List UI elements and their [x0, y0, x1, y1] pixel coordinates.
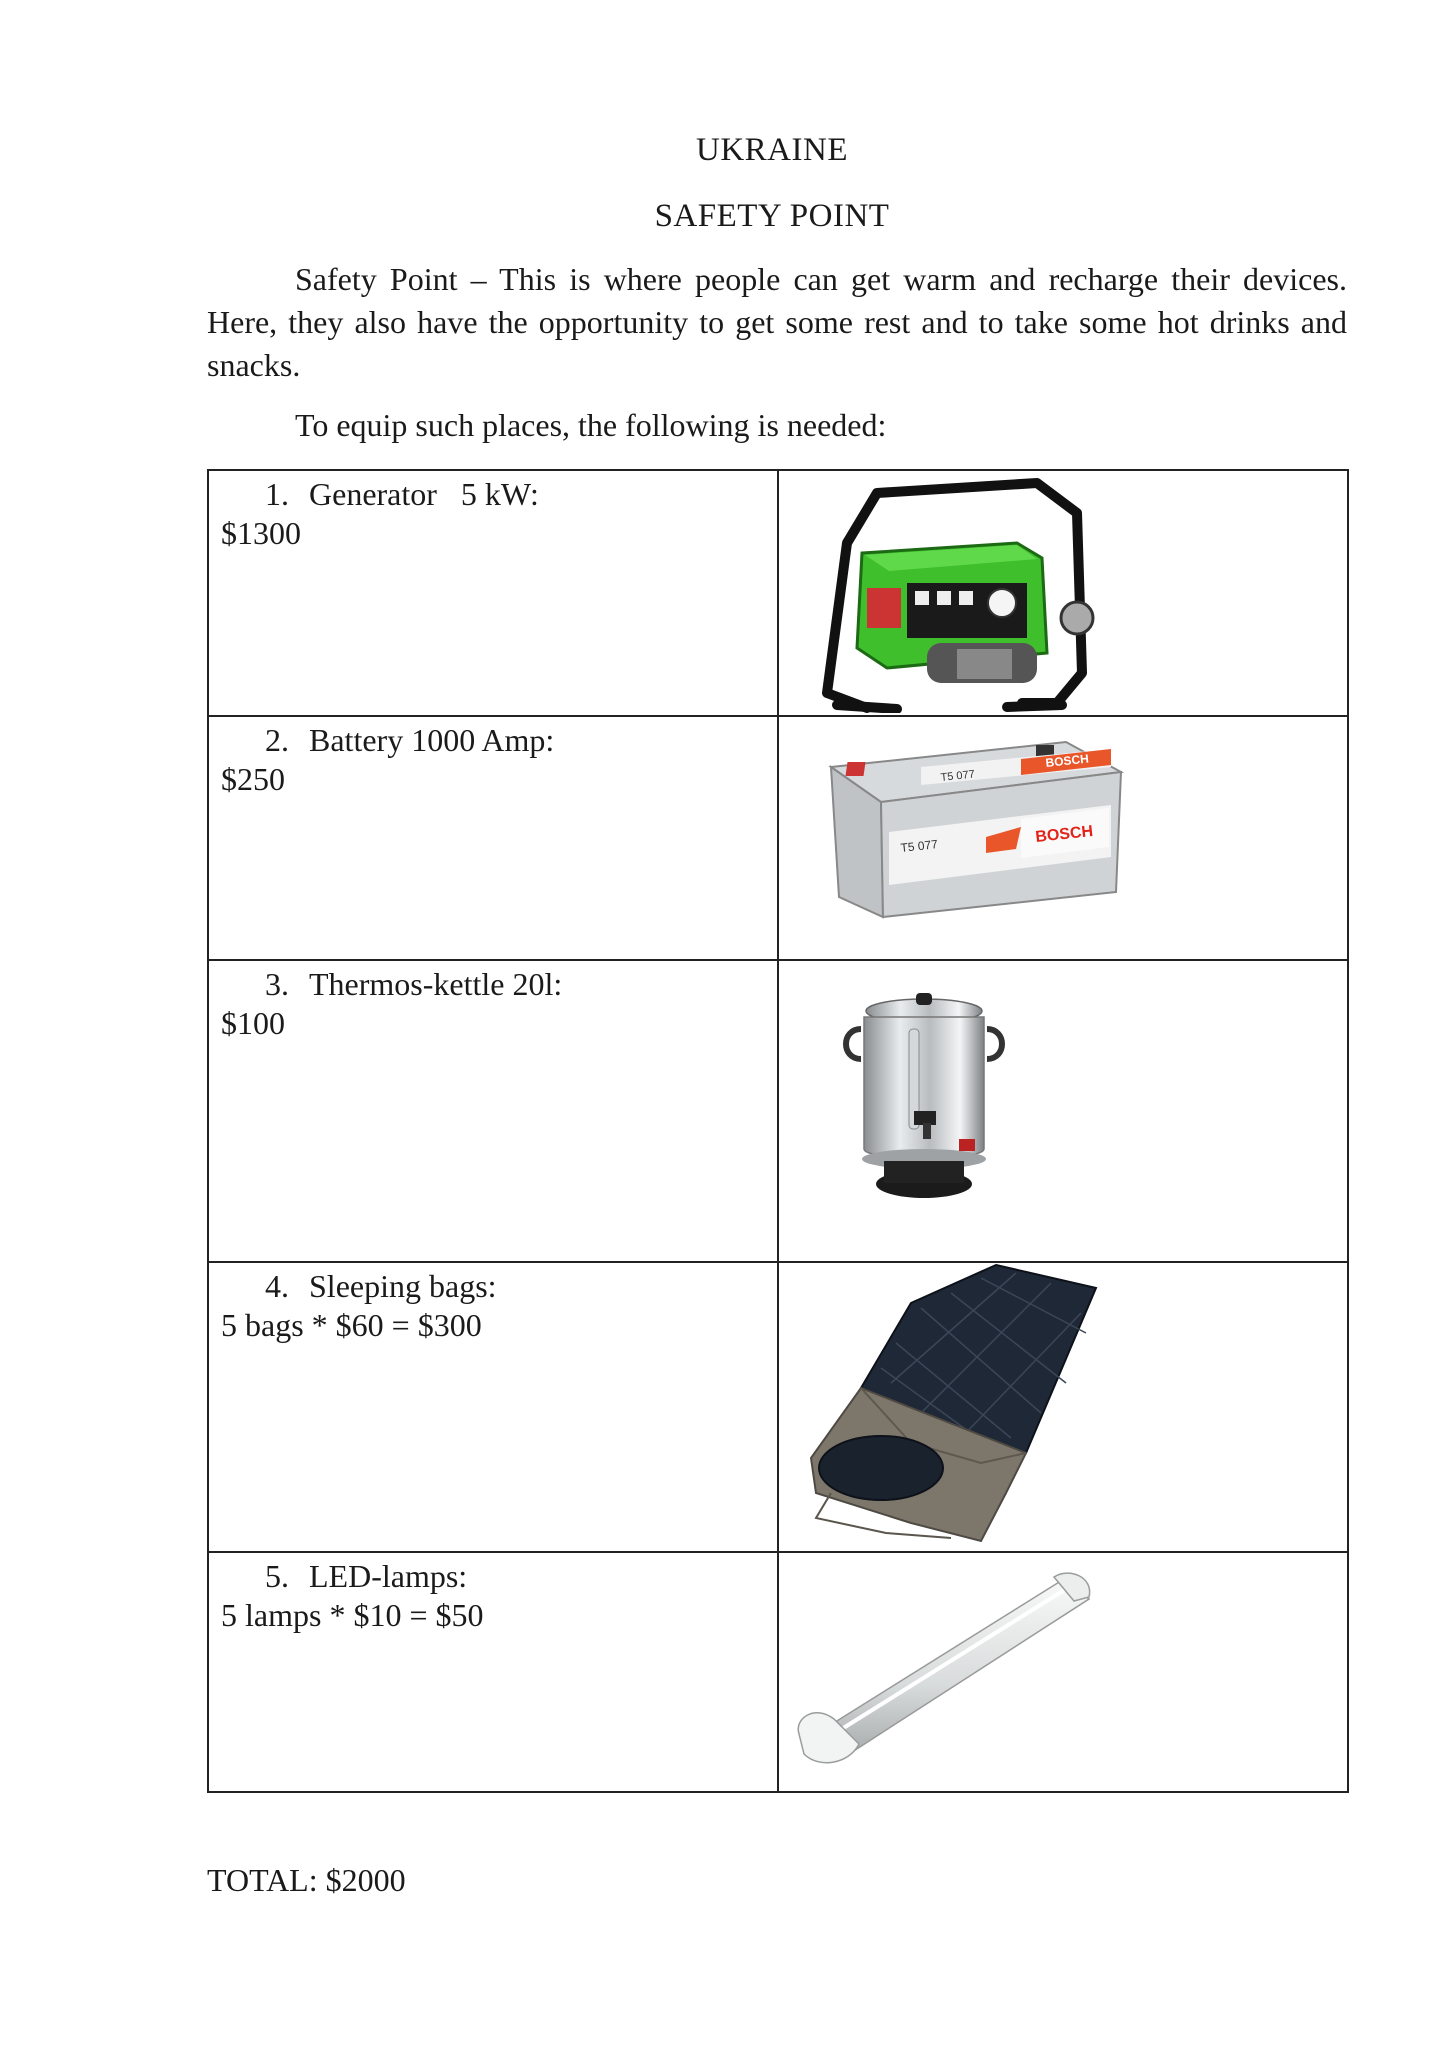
battery-model-top: T5 077 [940, 768, 976, 784]
page-title: SAFETY POINT [654, 198, 890, 234]
table-row [208, 960, 1348, 1262]
led-lamp-icon [789, 1569, 1099, 1779]
image-cell [778, 960, 1348, 1262]
item-name: Sleeping bags: [309, 1268, 497, 1304]
equipment-table [207, 469, 1349, 1793]
table-row [208, 1262, 1348, 1552]
table-row [208, 716, 1348, 960]
item-cell [208, 1262, 778, 1552]
image-cell [778, 1552, 1348, 1792]
item-price: $1300 [221, 515, 301, 551]
item-cell [208, 470, 778, 716]
image-cell [778, 470, 1348, 716]
item-cell [208, 716, 778, 960]
item-name: Generator 5 kW: [309, 476, 539, 512]
item-price: 5 bags * $60 = $300 [221, 1307, 482, 1343]
item-price: $100 [221, 1005, 285, 1041]
item-name: Battery 1000 Amp: [309, 722, 555, 758]
kettle-icon [839, 989, 1009, 1209]
country-heading: UKRAINE [696, 132, 848, 168]
item-price: $250 [221, 761, 285, 797]
battery-brand-top: BOSCH [1044, 751, 1090, 770]
image-cell [778, 716, 1348, 960]
item-number: 3. [265, 966, 289, 1002]
total-amount: TOTAL: $2000 [207, 1862, 406, 1898]
item-number: 2. [265, 722, 289, 758]
item-name: Thermos-kettle 20l: [309, 966, 563, 1002]
item-number: 5. [265, 1558, 289, 1594]
item-number: 1. [265, 476, 289, 512]
item-name: LED-lamps: [309, 1558, 468, 1594]
generator-icon [807, 473, 1137, 713]
intro-paragraph: Safety Point – This is where people can get warm and recharge their devices. Here, they also have the opportunity to get some rest and to take some hot drinks and snacks. [207, 261, 1347, 383]
image-cell [778, 1262, 1348, 1552]
battery-icon [811, 737, 1131, 927]
sleeping-bag-icon [801, 1263, 1101, 1548]
item-cell [208, 960, 778, 1262]
item-price: 5 lamps * $10 = $50 [221, 1597, 484, 1633]
table-row [208, 470, 1348, 716]
intro-lead: To equip such places, the following is needed: [295, 407, 887, 443]
battery-brand-front: BOSCH [1034, 823, 1094, 846]
table-row [208, 1552, 1348, 1792]
battery-model-front: T5 077 [899, 837, 939, 855]
item-cell [208, 1552, 778, 1792]
item-number: 4. [265, 1268, 289, 1304]
